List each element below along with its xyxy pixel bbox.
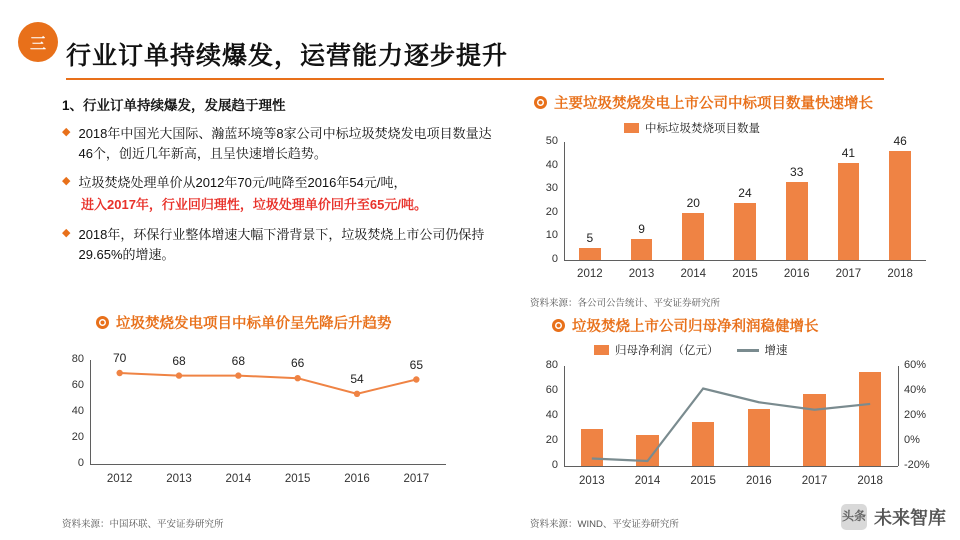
watermark-badge: 头条 [841,504,867,530]
list-item [62,225,492,265]
list-item-label: 2018年，环保行业整体增速大幅下滑背景下，垃圾焚烧上市公司仍保持29.65%的增速。 [78,226,485,262]
x-tick-label: 2016 [746,475,772,487]
list-item-highlight [81,195,492,215]
x-tick-label: 2015 [284,473,311,485]
chart-title-label: 主要垃圾焚烧发电上市公司中标项目数量快速增长 [554,96,873,112]
legend-label: 归母净利润（亿元） [615,345,719,357]
point-value-label: 68 [172,353,186,368]
growth-line-series [524,340,944,500]
y-tick-label-right: 60% [904,359,927,371]
ring-marker-icon [534,96,547,109]
x-tick-label: 2013 [579,475,605,487]
point-value-label: 54 [350,371,364,386]
watermark [841,504,946,530]
list-item [62,124,492,164]
y-tick-label: 0 [551,253,558,265]
x-tick-label: 2016 [783,268,810,280]
diamond-icon: ◆ [62,126,71,138]
y-axis [564,142,565,260]
x-tick-label: 2012 [577,268,603,280]
y-tick-label: 80 [71,353,84,365]
y-tick-label: 60 [71,379,84,391]
section-heading: 1、行业订单持续爆发，发展趋于理性 [62,98,286,113]
point-value-label: 66 [290,356,305,371]
chart-bid-count [524,116,944,296]
y-tick-label-left: 20 [545,434,558,446]
y-tick-label-left: 60 [545,384,558,396]
line-series [48,338,468,498]
chart-source: 资料来源：中国环联、平安证券研究所 [62,519,224,530]
bar [579,248,601,260]
page-title: 行业订单持续爆发，运营能力逐步提升 [66,42,509,70]
list-item-label: 2018年中国光大国际、瀚蓝环境等8家公司中标垃圾焚烧发电项目数量达46个，创近几年新高，且呈快速增长趋势。 [78,126,492,162]
x-tick-label: 2013 [166,473,192,485]
y-tick-label-left: 40 [545,409,558,421]
legend-swatch [624,123,639,133]
y-tick-label-left: 80 [545,359,558,371]
x-tick-label: 2014 [634,475,661,487]
diamond-icon: ◆ [62,226,71,239]
x-axis [564,260,926,261]
list-item-label: 垃圾焚烧处理单价从2012年70元/吨降至2016年54元/吨， [78,175,407,191]
legend-label: 增速 [764,345,788,357]
bar-value-label: 41 [841,146,856,161]
y-tick-label: 30 [545,182,558,195]
y-tick-label: 20 [71,431,84,443]
bar-value-label: 9 [638,221,645,236]
chart-source: 资料来源：WIND、平安证券研究所 [530,519,679,530]
x-tick-label: 2017 [801,475,828,487]
bar [631,239,653,260]
x-tick-label: 2018 [857,475,883,487]
bullet-list [62,124,492,274]
y-tick-label: 0 [77,457,84,469]
y-tick-label-left: 0 [551,459,558,471]
y-tick-label-right: 20% [904,409,927,421]
point-value-label: 65 [409,357,423,372]
bar-value-label: 20 [686,195,700,210]
legend-label: 中标垃圾焚烧项目数量 [645,123,760,135]
chart-net-profit [524,340,944,500]
x-tick-label: 2017 [835,268,862,280]
y-tick-label: 10 [545,229,558,242]
ring-marker-icon [552,319,565,332]
bar-value-label: 33 [790,165,804,180]
y-tick-label: 40 [71,405,84,417]
x-tick-label: 2016 [344,473,370,485]
chart-title-label: 垃圾焚烧发电项目中标单价呈先降后升趋势 [116,316,392,332]
y-tick-label: 40 [545,158,558,171]
x-tick-label: 2013 [628,268,655,280]
chart-title-net-profit [552,315,819,336]
bar [734,203,756,260]
bar-value-label: 46 [893,134,907,149]
x-tick-label: 2014 [680,268,707,280]
chart-title-bid-count [534,92,873,113]
title-divider [66,78,884,80]
watermark-label: 未来智库 [874,508,946,528]
chart-unit-price [48,338,468,498]
x-tick-label: 2015 [690,475,716,487]
bar-value-label: 24 [738,186,752,201]
y-tick-label-right: 40% [904,384,927,396]
chart-title-unit-price [96,312,392,333]
bar [786,182,808,260]
y-tick-label: 50 [545,135,558,147]
chart-title-label: 垃圾焚烧上市公司归母净利润稳健增长 [572,319,819,335]
x-tick-label: 2012 [106,473,133,485]
y-tick-label: 20 [545,205,558,218]
bar-value-label: 5 [586,231,594,246]
ring-marker-icon [96,316,109,329]
bar [838,163,860,260]
point-value-label: 70 [112,351,127,365]
section-badge: 三 [18,22,58,62]
diamond-icon: ◆ [62,175,71,188]
list-item-label: 进入2017年，行业回归理性，垃圾处理单价回升至65元/吨。 [81,197,427,213]
chart-source: 资料来源：各公司公告统计、平安证券研究所 [530,298,721,309]
y-tick-label-right: 0% [904,434,920,446]
y-tick-label-right: -20% [904,459,930,471]
list-item [62,173,492,193]
point-value-label: 68 [231,353,245,368]
chart-legend [624,120,760,136]
bar [682,213,704,260]
x-tick-label: 2018 [887,268,913,280]
x-tick-label: 2017 [403,473,430,485]
x-tick-label: 2014 [225,473,252,485]
bar [889,151,911,260]
x-tick-label: 2015 [732,268,758,280]
